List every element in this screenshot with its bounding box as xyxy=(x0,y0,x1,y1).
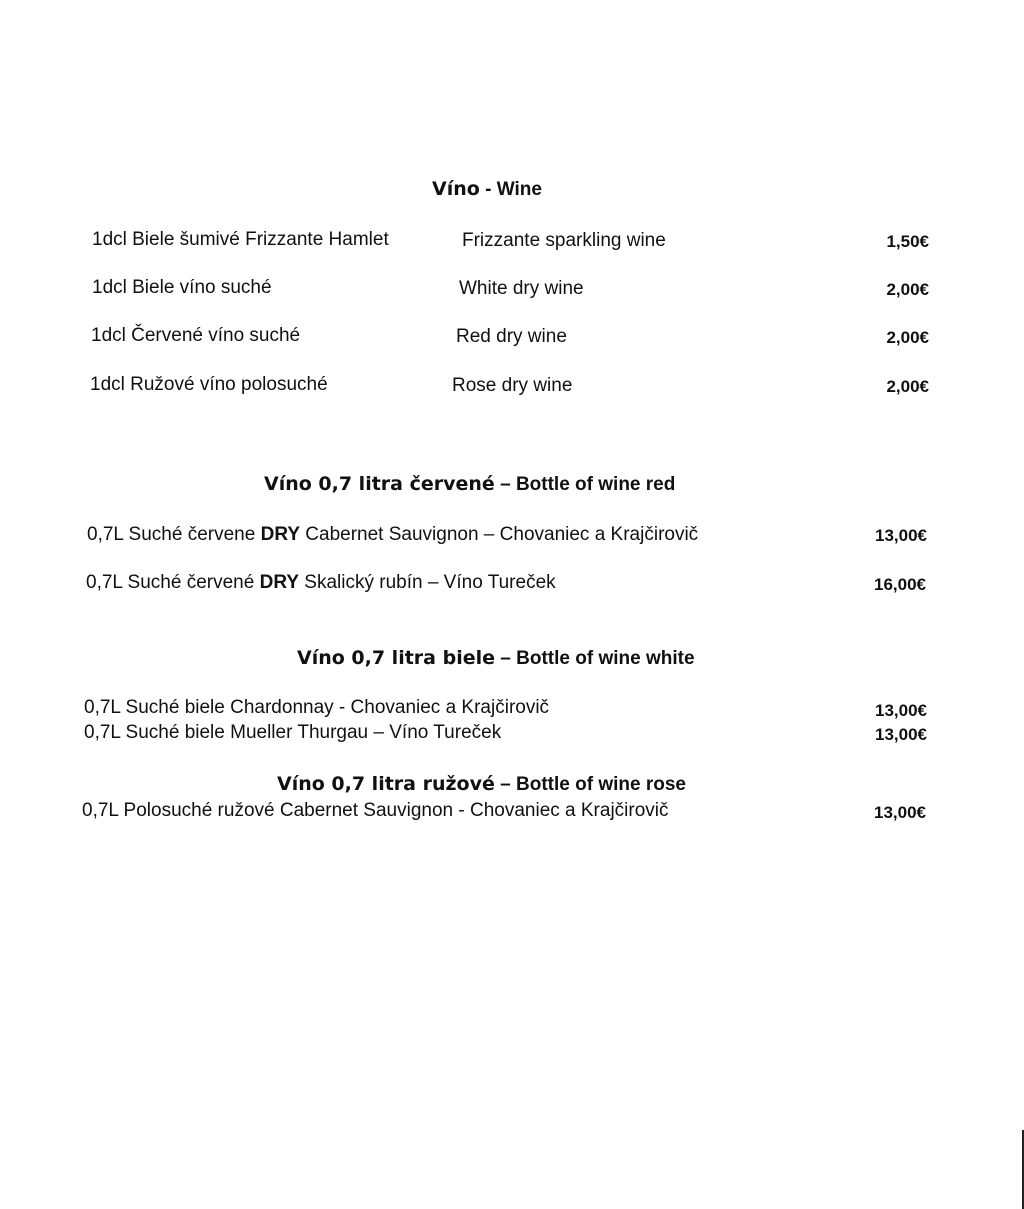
item-price: 1,50€ xyxy=(886,232,929,251)
heading-main: Víno 0,7 litra červené xyxy=(264,473,495,495)
item-sk-name: 1dcl Biele šumivé Frizzante Hamlet xyxy=(92,229,389,250)
heading-sep: – xyxy=(494,474,516,495)
bottle-item-name xyxy=(86,572,556,594)
item-price: 2,00€ xyxy=(886,328,929,347)
heading-sep: – xyxy=(494,774,517,795)
item-text-pre: 0,7L Suché červene xyxy=(87,524,261,545)
section-heading-white xyxy=(297,647,695,670)
heading-en: Bottle of wine white xyxy=(516,648,695,669)
section-heading-wine xyxy=(432,178,542,201)
item-text-post: Skalický rubín – Víno Tureček xyxy=(299,572,556,593)
heading-en: Wine xyxy=(496,179,542,200)
item-sk-name: 1dcl Červené víno suché xyxy=(91,325,301,346)
item-price: 13,00€ xyxy=(874,803,926,822)
item-text-post: Cabernet Sauvignon – Chovaniec a Krajčirovič xyxy=(300,524,699,545)
item-text-pre: 0,7L Suché červené xyxy=(86,572,260,593)
item-text-bold: DRY xyxy=(259,572,300,593)
item-price: 16,00€ xyxy=(874,575,926,594)
heading-sep: – xyxy=(495,648,517,669)
item-en-name: Rose dry wine xyxy=(452,375,573,396)
item-sk-name: 1dcl Ružové víno polosuché xyxy=(90,374,328,395)
item-price: 2,00€ xyxy=(886,377,929,396)
heading-en: Bottle of wine red xyxy=(515,474,676,495)
section-heading-rose xyxy=(277,773,686,796)
item-en-name: Frizzante sparkling wine xyxy=(462,230,666,251)
heading-main: Víno 0,7 litra ružové xyxy=(277,773,495,795)
heading-en: Bottle of wine rose xyxy=(516,774,686,795)
item-price: 13,00€ xyxy=(875,701,927,720)
section-heading-red xyxy=(264,473,675,496)
heading-main: Víno 0,7 litra biele xyxy=(297,647,495,669)
heading-sep: - xyxy=(479,179,497,200)
item-sk-name: 1dcl Biele víno suché xyxy=(92,277,272,298)
bottle-item-name: 0,7L Suché biele Chardonnay - Chovaniec a Krajčirovič xyxy=(84,697,550,718)
item-price: 13,00€ xyxy=(875,526,927,545)
heading-main: Víno xyxy=(432,178,480,200)
item-en-name: White dry wine xyxy=(459,278,584,299)
item-price: 2,00€ xyxy=(886,280,929,299)
bottle-item-name: 0,7L Polosuché ružové Cabernet Sauvignon - Chovaniec a Krajčirovič xyxy=(82,800,669,821)
item-price: 13,00€ xyxy=(875,725,927,744)
item-en-name: Red dry wine xyxy=(456,326,567,347)
bottle-item-name xyxy=(87,524,698,546)
item-text-bold: DRY xyxy=(260,524,301,545)
bottle-item-name: 0,7L Suché biele Mueller Thurgau – Víno Tureček xyxy=(84,722,502,743)
